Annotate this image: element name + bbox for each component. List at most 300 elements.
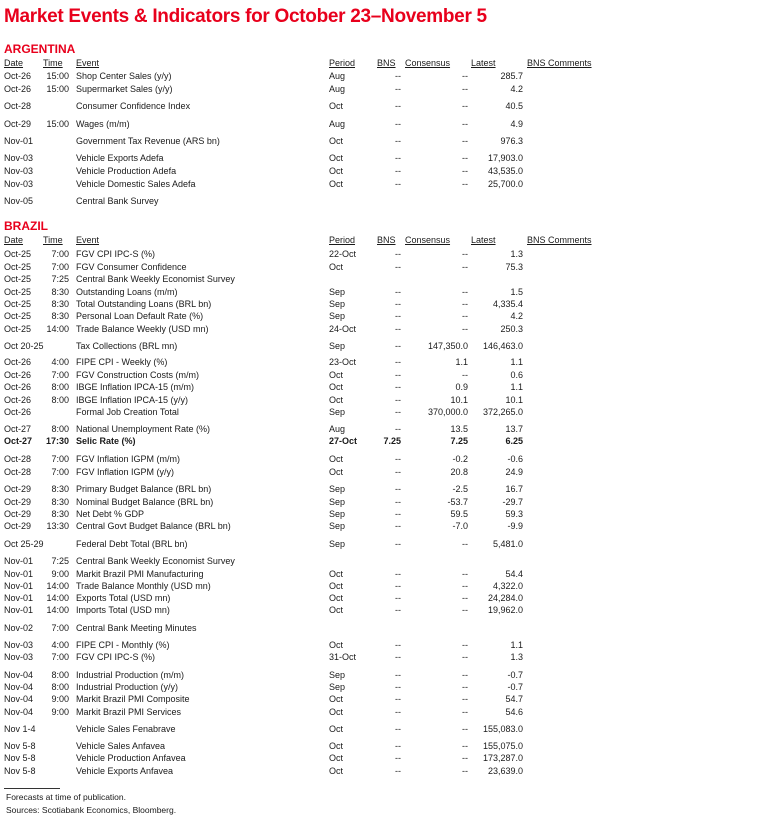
- row-period: Oct: [329, 467, 344, 477]
- row-event: Trade Balance Monthly (USD mn): [76, 581, 211, 591]
- row-event: FIPE CPI - Weekly (%): [76, 357, 168, 367]
- row-consensus: --: [462, 166, 468, 176]
- row-date: Oct-28: [4, 467, 32, 477]
- header-consensus: Consensus: [405, 58, 451, 68]
- row-consensus: --: [462, 153, 468, 163]
- row-bns: --: [395, 521, 401, 531]
- row-time: 8:30: [51, 299, 69, 309]
- row-date: Nov-01: [4, 593, 34, 603]
- row-date: Oct-26: [4, 357, 32, 367]
- header-bns: BNS: [377, 235, 396, 245]
- row-time: 8:30: [51, 484, 69, 494]
- row-time: 7:00: [51, 370, 69, 380]
- row-date: Nov-03: [4, 153, 34, 163]
- row-bns: --: [395, 766, 401, 776]
- row-event: Formal Job Creation Total: [76, 407, 179, 417]
- header-comments: BNS Comments: [527, 235, 592, 245]
- row-period: 22-Oct: [329, 249, 357, 259]
- row-latest: 24.9: [505, 467, 523, 477]
- row-date: Oct 25-29: [4, 539, 44, 549]
- header-period: Period: [329, 235, 356, 245]
- row-event: Vehicle Exports Adefa: [76, 153, 164, 163]
- row-latest: 19,962.0: [487, 605, 523, 615]
- row-bns: --: [395, 101, 401, 111]
- row-time: 8:30: [51, 497, 69, 507]
- row-period: Oct: [329, 382, 344, 392]
- row-date: Nov-03: [4, 166, 34, 176]
- row-date: Nov 1-4: [4, 724, 36, 734]
- row-latest: 0.6: [510, 370, 523, 380]
- row-bns: --: [395, 262, 401, 272]
- row-latest: 1.1: [510, 382, 523, 392]
- row-period: Aug: [329, 424, 346, 434]
- row-time: 15:00: [46, 84, 69, 94]
- row-latest: 16.7: [505, 484, 523, 494]
- row-bns: --: [395, 694, 401, 704]
- row-period: Oct: [329, 640, 344, 650]
- row-period: Sep: [329, 539, 346, 549]
- row-consensus: 147,350.0: [427, 341, 468, 351]
- row-event: Vehicle Production Adefa: [76, 166, 177, 176]
- row-date: Oct-26: [4, 84, 32, 94]
- row-date: Oct-29: [4, 521, 32, 531]
- row-time: 8:00: [51, 682, 69, 692]
- row-time: 9:00: [51, 707, 69, 717]
- header-bns: BNS: [377, 58, 396, 68]
- row-date: Oct 20-25: [4, 341, 44, 351]
- row-consensus: -53.7: [447, 497, 468, 507]
- row-period: Oct: [329, 101, 344, 111]
- row-consensus: --: [462, 652, 468, 662]
- row-consensus: --: [462, 249, 468, 259]
- row-date: Nov-05: [4, 196, 34, 206]
- row-event: Primary Budget Balance (BRL bn): [76, 484, 212, 494]
- row-date: Oct-26: [4, 382, 32, 392]
- row-latest: 23,639.0: [487, 766, 523, 776]
- row-event: FGV CPI IPC-S (%): [76, 249, 156, 259]
- row-consensus: --: [462, 101, 468, 111]
- row-bns: --: [395, 370, 401, 380]
- row-bns: --: [395, 357, 401, 367]
- row-latest: 4.2: [510, 311, 523, 321]
- footnote-sources: Sources: Scotiabank Economics, Bloomberg.: [6, 805, 177, 815]
- row-date: Oct-27: [4, 436, 33, 446]
- row-event: Industrial Production (m/m): [76, 670, 185, 680]
- row-latest: -29.7: [502, 497, 523, 507]
- row-event: Wages (m/m): [76, 119, 130, 129]
- row-latest: 6.25: [505, 436, 523, 446]
- row-consensus: --: [462, 741, 468, 751]
- row-event: Vehicle Sales Fenabrave: [76, 724, 176, 734]
- row-consensus: --: [462, 287, 468, 297]
- header-time: Time: [43, 58, 63, 68]
- row-time: 14:00: [46, 605, 69, 615]
- row-event: IBGE Inflation IPCA-15 (m/m): [76, 382, 195, 392]
- row-date: Oct-26: [4, 370, 32, 380]
- row-latest: 1.5: [510, 287, 523, 297]
- row-date: Oct-28: [4, 454, 32, 464]
- row-latest: 17,903.0: [487, 153, 523, 163]
- row-date: Nov-03: [4, 652, 34, 662]
- row-period: Oct: [329, 694, 344, 704]
- row-time: 14:00: [46, 593, 69, 603]
- row-time: 8:30: [51, 287, 69, 297]
- row-event: Federal Debt Total (BRL bn): [76, 539, 188, 549]
- row-bns: --: [395, 569, 401, 579]
- row-date: Nov-03: [4, 179, 34, 189]
- row-date: Oct-25: [4, 287, 32, 297]
- row-bns: --: [395, 249, 401, 259]
- row-consensus: --: [462, 84, 468, 94]
- row-bns: --: [395, 341, 401, 351]
- row-bns: --: [395, 467, 401, 477]
- row-bns: --: [395, 166, 401, 176]
- row-time: 8:00: [51, 395, 69, 405]
- row-latest: 40.5: [505, 101, 523, 111]
- row-latest: 1.3: [510, 652, 523, 662]
- row-bns: --: [395, 539, 401, 549]
- row-date: Nov-04: [4, 707, 34, 717]
- row-latest: 1.3: [510, 249, 523, 259]
- page-title: Market Events & Indicators for October 23–November 5: [4, 6, 487, 27]
- row-date: Oct-25: [4, 249, 32, 259]
- row-event: Nominal Budget Balance (BRL bn): [76, 497, 214, 507]
- row-consensus: --: [462, 262, 468, 272]
- row-bns: --: [395, 509, 401, 519]
- row-bns: --: [395, 287, 401, 297]
- header-time: Time: [43, 235, 63, 245]
- row-date: Oct-27: [4, 424, 32, 434]
- row-event: Vehicle Domestic Sales Adefa: [76, 179, 196, 189]
- row-latest: 13.7: [505, 424, 523, 434]
- row-consensus: 0.9: [455, 382, 468, 392]
- row-consensus: --: [462, 539, 468, 549]
- row-period: Oct: [329, 741, 344, 751]
- row-time: 7:25: [51, 556, 69, 566]
- row-bns: --: [395, 395, 401, 405]
- row-consensus: --: [462, 724, 468, 734]
- row-period: Oct: [329, 262, 344, 272]
- row-period: Oct: [329, 605, 344, 615]
- row-event: Central Bank Weekly Economist Survey: [76, 274, 235, 284]
- row-period: Oct: [329, 724, 344, 734]
- row-consensus: --: [462, 311, 468, 321]
- row-bns: --: [395, 640, 401, 650]
- row-consensus: 1.1: [455, 357, 468, 367]
- row-time: 14:00: [46, 581, 69, 591]
- row-date: Oct-29: [4, 119, 32, 129]
- row-event: Tax Collections (BRL mn): [76, 341, 178, 351]
- row-bns: --: [395, 484, 401, 494]
- row-date: Nov-02: [4, 623, 34, 633]
- row-event: FGV Inflation IGPM (m/m): [76, 454, 181, 464]
- row-latest: -0.7: [507, 682, 523, 692]
- row-consensus: 370,000.0: [427, 407, 468, 417]
- row-time: 8:30: [51, 311, 69, 321]
- row-period: Sep: [329, 670, 346, 680]
- row-event: Supermarket Sales (y/y): [76, 84, 173, 94]
- row-latest: -0.7: [507, 670, 523, 680]
- row-date: Nov-01: [4, 581, 34, 591]
- row-bns: --: [395, 741, 401, 751]
- row-consensus: --: [462, 569, 468, 579]
- section-title-argentina: ARGENTINA: [4, 42, 76, 56]
- row-period: Aug: [329, 71, 346, 81]
- row-time: 15:00: [46, 119, 69, 129]
- row-period: Oct: [329, 707, 344, 717]
- row-date: Nov-03: [4, 640, 34, 650]
- row-latest: 25,700.0: [487, 179, 523, 189]
- row-bns: --: [395, 707, 401, 717]
- row-event: Consumer Confidence Index: [76, 101, 191, 111]
- row-consensus: --: [462, 370, 468, 380]
- row-consensus: 7.25: [450, 436, 468, 446]
- row-event: Vehicle Production Anfavea: [76, 753, 186, 763]
- row-time: 7:25: [51, 274, 69, 284]
- row-period: 24-Oct: [329, 324, 357, 334]
- row-latest: 976.3: [500, 136, 523, 146]
- row-event: Total Outstanding Loans (BRL bn): [76, 299, 212, 309]
- row-event: Vehicle Sales Anfavea: [76, 741, 166, 751]
- row-event: FIPE CPI - Monthly (%): [76, 640, 170, 650]
- row-time: 15:00: [46, 71, 69, 81]
- row-period: Sep: [329, 341, 346, 351]
- row-bns: --: [395, 311, 401, 321]
- row-consensus: 20.8: [450, 467, 468, 477]
- row-event: Markit Brazil PMI Services: [76, 707, 182, 717]
- row-latest: 4.9: [510, 119, 523, 129]
- row-event: FGV Consumer Confidence: [76, 262, 187, 272]
- row-bns: --: [395, 424, 401, 434]
- row-date: Nov-01: [4, 556, 34, 566]
- row-consensus: --: [462, 707, 468, 717]
- row-latest: 54.4: [505, 569, 523, 579]
- row-date: Oct-26: [4, 407, 32, 417]
- row-bns: --: [395, 682, 401, 692]
- row-event: Trade Balance Weekly (USD mn): [76, 324, 209, 334]
- row-bns: 7.25: [383, 436, 401, 446]
- row-event: FGV Inflation IGPM (y/y): [76, 467, 175, 477]
- row-bns: --: [395, 581, 401, 591]
- row-consensus: --: [462, 136, 468, 146]
- row-period: 31-Oct: [329, 652, 357, 662]
- row-time: 17:30: [45, 436, 69, 446]
- row-event: Markit Brazil PMI Composite: [76, 694, 190, 704]
- row-period: Oct: [329, 370, 344, 380]
- row-bns: --: [395, 652, 401, 662]
- row-consensus: --: [462, 299, 468, 309]
- row-bns: --: [395, 670, 401, 680]
- row-latest: 155,075.0: [482, 741, 523, 751]
- row-time: 7:00: [51, 652, 69, 662]
- row-date: Nov-04: [4, 682, 34, 692]
- row-consensus: --: [462, 71, 468, 81]
- row-latest: 4,322.0: [492, 581, 523, 591]
- row-period: Oct: [329, 179, 344, 189]
- row-consensus: --: [462, 640, 468, 650]
- row-time: 13:30: [46, 521, 69, 531]
- row-latest: 4,335.4: [492, 299, 523, 309]
- row-bns: --: [395, 753, 401, 763]
- row-period: 27-Oct: [329, 436, 358, 446]
- row-date: Nov-01: [4, 569, 34, 579]
- row-consensus: --: [462, 670, 468, 680]
- row-event: Industrial Production (y/y): [76, 682, 179, 692]
- row-time: 7:00: [51, 454, 69, 464]
- row-date: Oct-25: [4, 324, 32, 334]
- row-time: 8:30: [51, 509, 69, 519]
- row-event: Central Bank Survey: [76, 196, 159, 206]
- row-bns: --: [395, 71, 401, 81]
- row-period: Oct: [329, 136, 344, 146]
- row-consensus: --: [462, 119, 468, 129]
- row-date: Oct-29: [4, 484, 32, 494]
- row-latest: 285.7: [500, 71, 523, 81]
- row-bns: --: [395, 593, 401, 603]
- row-latest: 146,463.0: [482, 341, 523, 351]
- row-period: Oct: [329, 166, 344, 176]
- row-time: 9:00: [51, 569, 69, 579]
- row-time: 8:00: [51, 670, 69, 680]
- row-bns: --: [395, 136, 401, 146]
- row-period: Oct: [329, 753, 344, 763]
- row-event: Exports Total (USD mn): [76, 593, 171, 603]
- row-period: Sep: [329, 484, 346, 494]
- row-period: Sep: [329, 407, 346, 417]
- row-time: 7:00: [51, 623, 69, 633]
- row-period: Sep: [329, 497, 346, 507]
- row-latest: 250.3: [500, 324, 523, 334]
- row-latest: 54.6: [505, 707, 523, 717]
- row-period: Oct: [329, 581, 344, 591]
- row-event: IBGE Inflation IPCA-15 (y/y): [76, 395, 189, 405]
- row-event: Central Bank Weekly Economist Survey: [76, 556, 235, 566]
- row-bns: --: [395, 407, 401, 417]
- row-time: 7:00: [51, 249, 69, 259]
- row-time: 7:00: [51, 467, 69, 477]
- row-bns: --: [395, 605, 401, 615]
- row-period: Oct: [329, 395, 344, 405]
- header-date: Date: [4, 58, 24, 68]
- row-consensus: --: [462, 324, 468, 334]
- row-date: Nov-04: [4, 670, 34, 680]
- row-consensus: 13.5: [450, 424, 468, 434]
- row-period: Oct: [329, 454, 344, 464]
- row-event: Selic Rate (%): [76, 436, 136, 446]
- row-latest: 372,265.0: [482, 407, 523, 417]
- row-latest: 75.3: [505, 262, 523, 272]
- row-event: National Unemployment Rate (%): [76, 424, 211, 434]
- header-consensus: Consensus: [405, 235, 451, 245]
- header-event: Event: [76, 58, 100, 68]
- row-consensus: --: [462, 605, 468, 615]
- row-bns: --: [395, 119, 401, 129]
- row-date: Nov-04: [4, 694, 34, 704]
- row-consensus: --: [462, 694, 468, 704]
- row-event: Shop Center Sales (y/y): [76, 71, 172, 81]
- row-bns: --: [395, 724, 401, 734]
- row-latest: 5,481.0: [492, 539, 523, 549]
- row-event: Vehicle Exports Anfavea: [76, 766, 174, 776]
- row-consensus: --: [462, 593, 468, 603]
- row-latest: 155,083.0: [482, 724, 523, 734]
- row-time: 8:00: [51, 382, 69, 392]
- row-latest: 1.1: [510, 640, 523, 650]
- row-event: Markit Brazil PMI Manufacturing: [76, 569, 204, 579]
- header-latest: Latest: [471, 235, 496, 245]
- row-event: Central Govt Budget Balance (BRL bn): [76, 521, 231, 531]
- row-event: Central Bank Meeting Minutes: [76, 623, 197, 633]
- row-period: Oct: [329, 153, 344, 163]
- row-bns: --: [395, 179, 401, 189]
- row-latest: 43,535.0: [487, 166, 523, 176]
- row-event: Outstanding Loans (m/m): [76, 287, 178, 297]
- row-latest: -9.9: [507, 521, 523, 531]
- row-period: Aug: [329, 84, 346, 94]
- row-event: FGV Construction Costs (m/m): [76, 370, 200, 380]
- row-bns: --: [395, 324, 401, 334]
- header-date: Date: [4, 235, 24, 245]
- header-event: Event: [76, 235, 100, 245]
- row-latest: 59.3: [505, 509, 523, 519]
- row-latest: 10.1: [505, 395, 523, 405]
- row-date: Nov-01: [4, 605, 34, 615]
- row-time: 4:00: [51, 640, 69, 650]
- row-period: Sep: [329, 521, 346, 531]
- row-latest: 4.2: [510, 84, 523, 94]
- row-event: Net Debt % GDP: [76, 509, 145, 519]
- row-event: Government Tax Revenue (ARS bn): [76, 136, 220, 146]
- row-date: Oct-25: [4, 262, 32, 272]
- row-event: FGV CPI IPC-S (%): [76, 652, 156, 662]
- row-time: 4:00: [51, 357, 69, 367]
- section-title-brazil: BRAZIL: [4, 219, 48, 233]
- row-period: Oct: [329, 766, 344, 776]
- row-latest: 1.1: [510, 357, 523, 367]
- row-consensus: --: [462, 581, 468, 591]
- row-date: Oct-25: [4, 274, 32, 284]
- row-latest: 173,287.0: [482, 753, 523, 763]
- header-comments: BNS Comments: [527, 58, 592, 68]
- row-date: Oct-29: [4, 509, 32, 519]
- row-period: 23-Oct: [329, 357, 357, 367]
- row-consensus: --: [462, 682, 468, 692]
- row-date: Nov 5-8: [4, 766, 36, 776]
- row-consensus: -7.0: [452, 521, 468, 531]
- row-date: Oct-26: [4, 395, 32, 405]
- row-bns: --: [395, 84, 401, 94]
- row-date: Oct-25: [4, 311, 32, 321]
- row-consensus: -2.5: [452, 484, 468, 494]
- row-event: Imports Total (USD mn): [76, 605, 170, 615]
- footnote-forecasts: Forecasts at time of publication.: [6, 792, 127, 802]
- row-time: 9:00: [51, 694, 69, 704]
- row-period: Oct: [329, 593, 344, 603]
- row-period: Sep: [329, 682, 346, 692]
- row-date: Oct-25: [4, 299, 32, 309]
- row-period: Sep: [329, 299, 346, 309]
- row-bns: --: [395, 454, 401, 464]
- row-consensus: -0.2: [452, 454, 468, 464]
- row-bns: --: [395, 153, 401, 163]
- row-period: Sep: [329, 311, 346, 321]
- row-consensus: 10.1: [450, 395, 468, 405]
- row-period: Sep: [329, 287, 346, 297]
- row-period: Oct: [329, 569, 344, 579]
- header-latest: Latest: [471, 58, 496, 68]
- row-period: Aug: [329, 119, 346, 129]
- row-consensus: --: [462, 179, 468, 189]
